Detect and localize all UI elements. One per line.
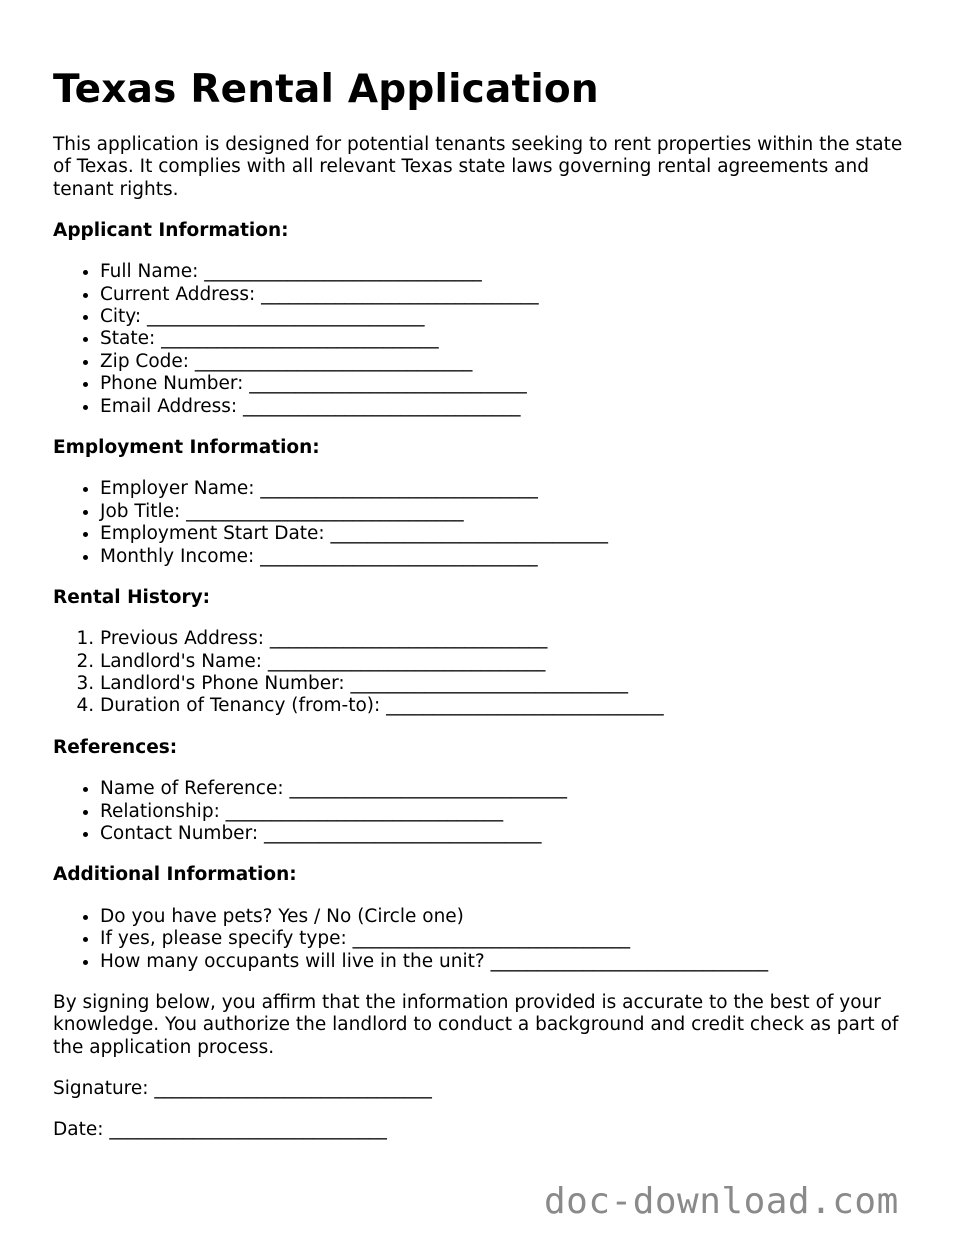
signature-line: Signature: ______________________________ [53,1077,432,1099]
employment-list [53,478,923,568]
list-item: • Phone Number: ______________________________ [100,373,923,395]
intro-paragraph: This application is designed for potential tenants seeking to rent properties within the state of Texas. It complies with all relevant Texas state laws governing rental agreements and tenant rights. [53,134,903,200]
references-heading: References: [53,736,178,758]
list-item: • Full Name: ______________________________ [100,261,923,283]
list-item: • Contact Number: ______________________________ [100,823,923,845]
date-line: Date: ______________________________ [53,1119,387,1141]
applicant-list [53,261,923,418]
additional-heading: Additional Information: [53,864,297,886]
list-item: • Employment Start Date: ______________________________ [100,523,923,545]
document [53,66,923,1160]
list-item: • Current Address: ______________________________ [100,284,923,306]
page-title: Texas Rental Application [53,67,599,112]
list-item: 1. Previous Address: ______________________________ [100,628,923,650]
rental-history-heading: Rental History: [53,586,211,608]
references-list [53,778,923,845]
list-item: • Employer Name: ______________________________ [100,478,923,500]
applicant-heading: Applicant Information: [53,219,289,241]
list-item: • City: ______________________________ [100,306,923,328]
list-item: 2. Landlord's Name: ______________________________ [100,651,923,673]
list-item: • Email Address: ______________________________ [100,396,923,418]
additional-list [53,906,923,973]
employment-heading: Employment Information: [53,437,320,459]
list-item: 3. Landlord's Phone Number: ______________________________ [100,673,923,695]
list-item: • Zip Code: ______________________________ [100,351,923,373]
list-item: • Relationship: ______________________________ [100,801,923,823]
watermark: doc-download.com [544,1181,899,1222]
list-item: • Monthly Income: ______________________________ [100,546,923,568]
list-item: • Do you have pets? Yes / No (Circle one) [100,906,923,928]
list-item: • State: ______________________________ [100,328,923,350]
rental-history-list [53,628,923,718]
list-item: 4. Duration of Tenancy (from-to): ______________________________ [100,695,923,717]
list-item: • If yes, please specify type: ______________________________ [100,928,923,950]
affirmation-paragraph: By signing below, you affirm that the information provided is accurate to the best of your knowledge. You authorize the landlord to conduct a background and credit check as part of the application process. [53,991,899,1058]
list-item: • Name of Reference: ______________________________ [100,778,923,800]
list-item: • Job Title: ______________________________ [100,501,923,523]
list-item: • How many occupants will live in the unit? ______________________________ [100,951,923,973]
